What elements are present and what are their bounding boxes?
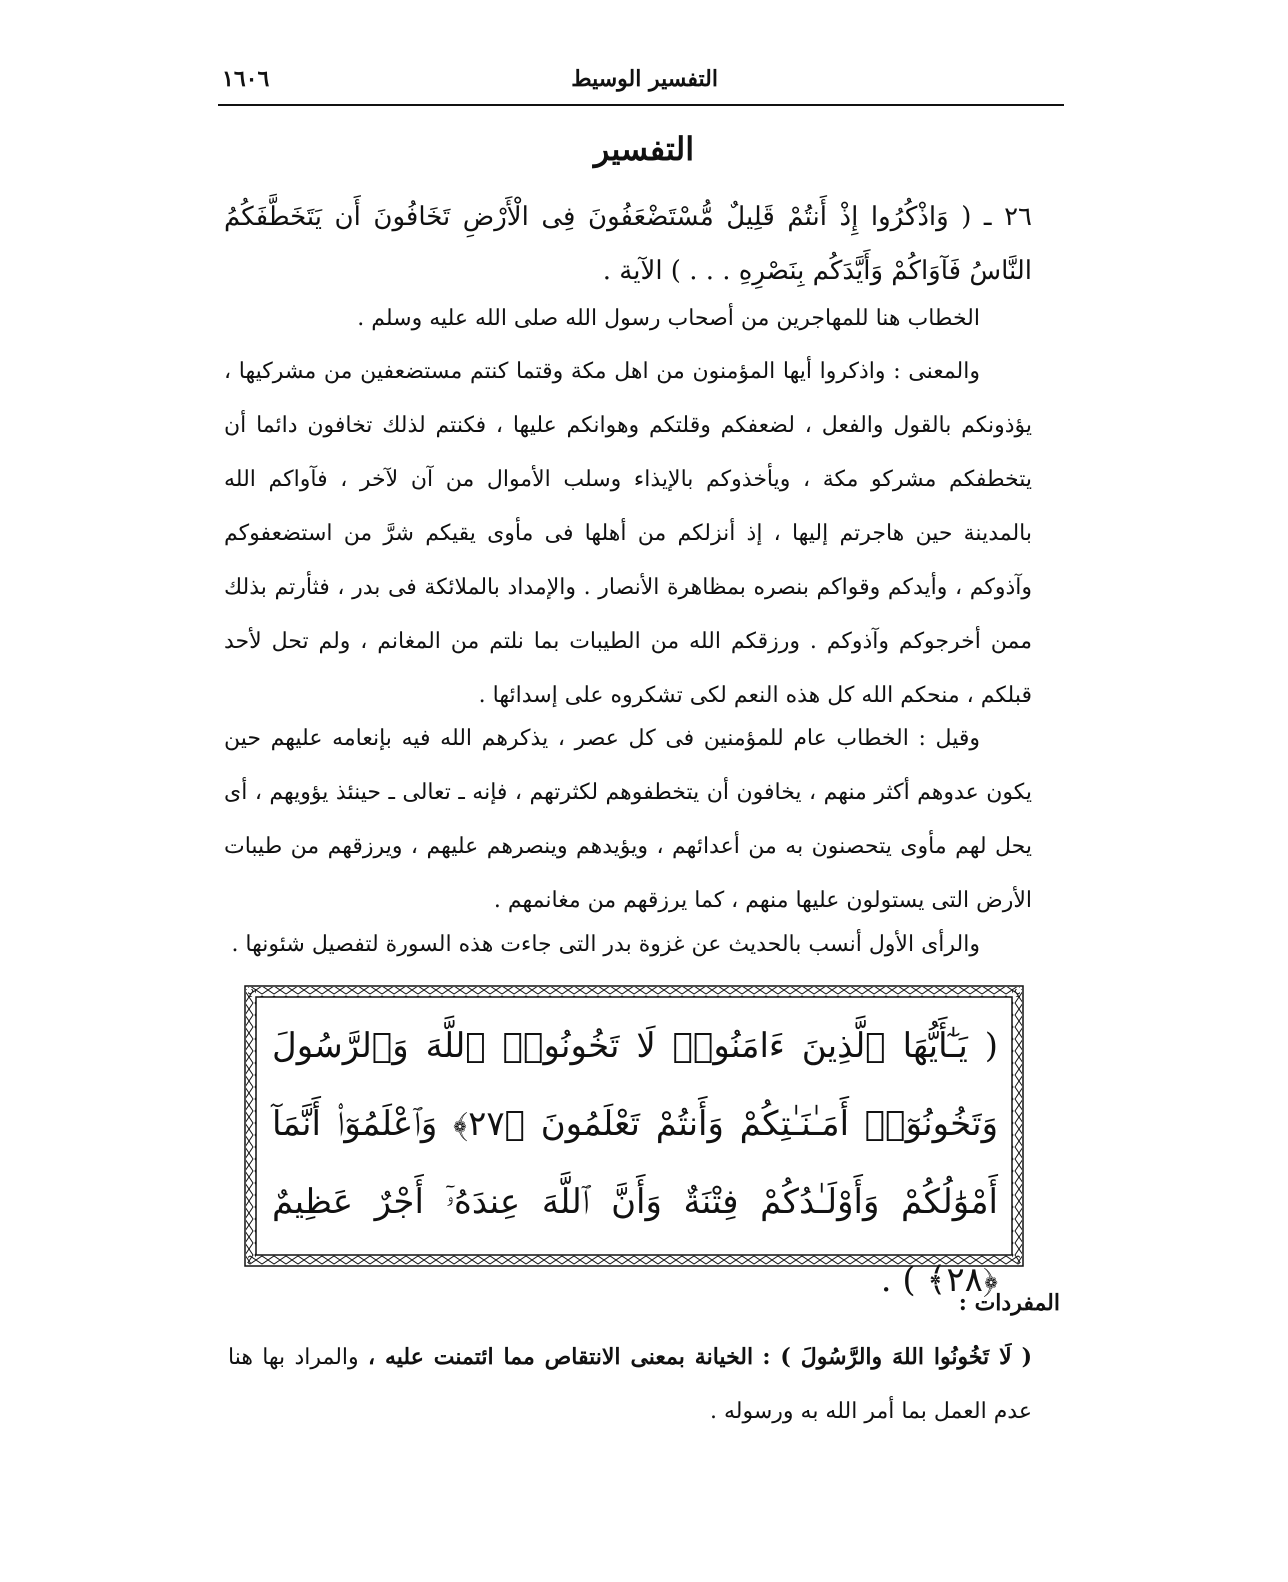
- paragraph-text: الخطاب هنا للمهاجرين من أصحاب رسول الله صلى الله عليه وسلم .: [357, 306, 980, 331]
- running-title: التفسير الوسيط: [571, 66, 718, 92]
- vocabulary-heading: المفردات :: [958, 1290, 1060, 1316]
- quran-verses-27-28: ( يَـٰٓأَيُّهَا ٱلَّذِينَ ءَامَنُوا۟ لَا تَخُونُوا۟ ٱللَّهَ وَٱلرَّسُولَ وَتَخُونُوٓا۟ أَمَـٰنَـٰتِكُمْ وَأَنتُمْ تَعْلَمُونَ ﴿٢٧﴾ وَٱعْلَمُوٓا۟ أَنَّمَآ أَمْوَٰلُكُمْ وَأَوْلَـٰدُكُمْ فِتْنَةٌ وَأَنَّ ٱللَّهَ عِندَهُۥٓ أَجْرٌ عَظِيمٌ ﴿٢٨﴾ ) .: [272, 1026, 998, 1300]
- page-header: [218, 62, 1064, 102]
- vocabulary-entry: [228, 1330, 1032, 1439]
- commentary-paragraph-3: [224, 712, 1032, 928]
- header-rule: [218, 104, 1064, 106]
- commentary-paragraph-4: [224, 918, 1032, 972]
- commentary-paragraph-1: [224, 292, 1032, 346]
- page-number: ١٦٠٦: [222, 66, 270, 92]
- paragraph-text: والمعنى : واذكروا أيها المؤمنون من اهل مكة وقتما كنتم مستضعفين من مشركيها ، يؤذونكم بالقول والفعل ، لضعفكم وقلتكم وهوانكم عليها ، فكنتم لذلك تخافون دائما أن يتخطفكم مشركو مكة ، ويأخذوكم بالإيذاء وسلب الأموال من آن لآخر ، فآواكم الله بالمدينة حين هاجرتم إليها ، إذ أنزلكم من أهلها فى مأوى يقيكم شرَّ من استضعفوكم وآذوكم ، وأيدكم وقواكم بنصره بمظاهرة الأنصار . والإمداد بالملائكة فى بدر ، فثأرتم بذلك ممن أخرجوكم وآذوكم . ورزقكم الله من الطيبات بما نلتم من المغانم ، ولم تحل لأحد قبلكم ، منحكم الله كل هذه النعم لكى تشكروه على إسدائها .: [224, 359, 1032, 708]
- vocabulary-term: ( لَا تَخُونُوا اللهَ والرَّسُولَ ) :: [762, 1344, 1033, 1370]
- quran-verse-box: [244, 985, 1024, 1300]
- section-title: التفسير: [593, 130, 695, 168]
- vocabulary-explanation: والمراد بها هنا عدم العمل بما أمر الله به ورسوله .: [228, 1345, 1032, 1424]
- paragraph-text: وقيل : الخطاب عام للمؤمنين فى كل عصر ، يذكرهم الله فيه بإنعامه عليهم حين يكون عدوهم أكثر منهم ، يخافون أن يتخطفوهم لكثرتهم ، فإنه ـ تعالى ـ حينئذ يؤويهم ، أى يحل لهم مأوى يتحصنون به من أعدائهم ، ويؤيدهم وينصرهم عليهم ، ويرزقهم من طيبات الأرض التى يستولون عليها منهم ، كما يرزقهم من مغانمهم .: [224, 726, 1032, 913]
- commentary-paragraph-2: [224, 345, 1032, 723]
- verse-26: ٢٦ ـ ( وَاذْكُرُوا إِذْ أَنتُمْ قَلِيلٌ مُّسْتَضْعَفُونَ فِى الْأَرْضِ تَخَافُونَ أَن يَتَخَطَّفَكُمُ النَّاسُ فَآوَاكُمْ وَأَيَّدَكُم بِنَصْرِهِ . . . ) الآية .: [224, 202, 1032, 286]
- paragraph-text: والرأى الأول أنسب بالحديث عن غزوة بدر التى جاءت هذه السورة لتفصيل شئونها .: [231, 932, 980, 957]
- vocabulary-definition: الخيانة بمعنى الانتقاص مما ائتمنت عليه ،: [367, 1344, 754, 1370]
